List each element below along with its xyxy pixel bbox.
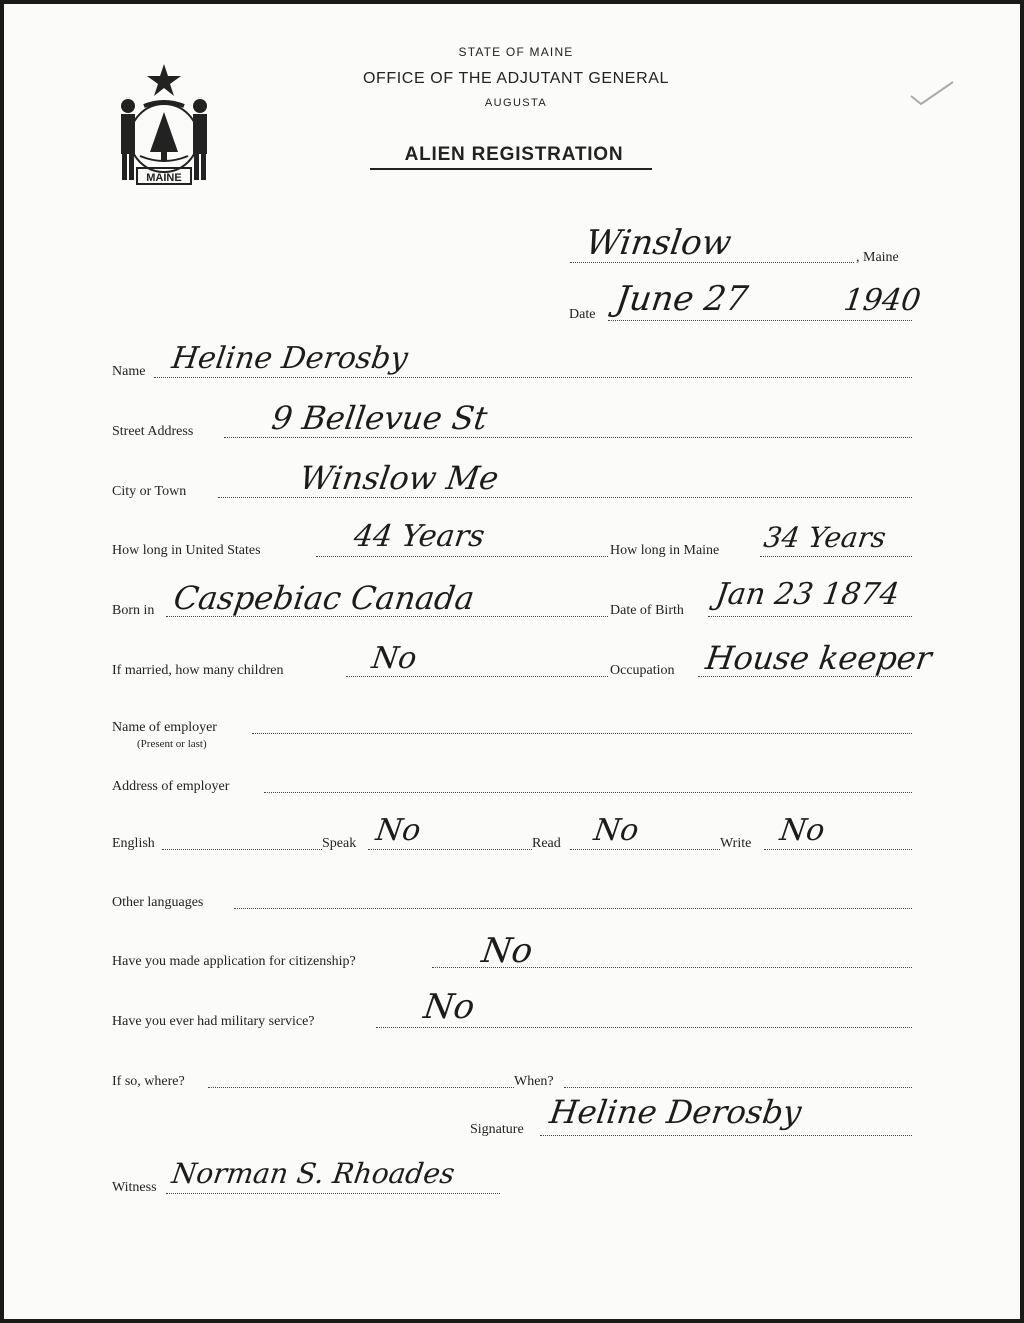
date-year-value: 1940: [841, 283, 923, 318]
english-line: [162, 849, 322, 850]
date-label: Date: [569, 307, 596, 322]
occupation-label: Occupation: [610, 663, 675, 678]
how-long-us-line: [316, 556, 608, 557]
how-long-me-label: How long in Maine: [610, 543, 720, 558]
read-line: [570, 849, 720, 850]
write-value: No: [777, 813, 827, 848]
when-line: [564, 1087, 912, 1088]
where-label: If so, where?: [112, 1074, 185, 1089]
how-long-me-line: [760, 556, 912, 557]
occupation-value: House keeper: [703, 639, 934, 677]
name-line: [154, 377, 912, 378]
military-value: No: [421, 987, 478, 1027]
military-label: Have you ever had military service?: [112, 1014, 315, 1029]
date-line: [608, 320, 912, 321]
other-languages-label: Other languages: [112, 895, 204, 910]
citizenship-label: Have you made application for citizenship?: [112, 954, 356, 969]
street-line: [224, 437, 912, 438]
write-line: [764, 849, 912, 850]
date-value: June 27: [613, 279, 751, 319]
name-value: Heline Derosby: [169, 341, 411, 376]
where-line: [208, 1087, 514, 1088]
employer-note: (Present or last): [137, 738, 207, 750]
employer-line: [252, 733, 912, 734]
military-line: [376, 1027, 912, 1028]
form-title: ALIEN REGISTRATION: [404, 144, 624, 165]
how-long-us-label: How long in United States: [112, 543, 261, 558]
how-long-us-value: 44 Years: [351, 519, 487, 554]
born-in-label: Born in: [112, 603, 155, 618]
witness-label: Witness: [112, 1180, 157, 1195]
header-state: STATE OF MAINE: [458, 45, 574, 59]
street-label: Street Address: [112, 424, 194, 439]
city-line: [218, 497, 912, 498]
english-label: English: [112, 836, 155, 851]
born-in-value: Caspebiac Canada: [171, 579, 477, 617]
signature-value: Heline Derosby: [547, 1093, 804, 1131]
employer-address-line: [264, 792, 912, 793]
children-value: No: [369, 641, 419, 676]
signature-label: Signature: [470, 1122, 524, 1137]
name-label: Name: [112, 364, 146, 379]
children-line: [346, 676, 608, 677]
speak-value: No: [373, 813, 423, 848]
employer-label: Name of employer: [112, 720, 217, 735]
city-value: Winslow Me: [297, 459, 502, 497]
header-city: AUGUSTA: [484, 97, 548, 109]
town-value: Winslow: [583, 223, 734, 263]
maine-label: , Maine: [856, 250, 899, 265]
write-label: Write: [720, 836, 752, 851]
employer-address-label: Address of employer: [112, 779, 230, 794]
signature-line: [540, 1135, 912, 1136]
street-value: 9 Bellevue St: [269, 399, 490, 437]
witness-line: [166, 1193, 500, 1194]
witness-value: Norman S. Rhoades: [169, 1157, 457, 1190]
how-long-me-value: 34 Years: [761, 521, 888, 554]
speak-label: Speak: [322, 836, 357, 851]
read-value: No: [591, 813, 641, 848]
header-office: OFFICE OF THE ADJUTANT GENERAL: [362, 70, 670, 87]
dob-label: Date of Birth: [610, 603, 684, 618]
children-label: If married, how many children: [112, 663, 284, 678]
other-languages-line: [234, 908, 912, 909]
speak-line: [368, 849, 532, 850]
when-label: When?: [514, 1074, 554, 1089]
city-label: City or Town: [112, 484, 187, 499]
dob-line: [708, 616, 912, 617]
citizenship-value: No: [479, 931, 536, 971]
registration-form: [4, 4, 1020, 1319]
dob-value: Jan 23 1874: [713, 577, 902, 612]
read-label: Read: [532, 836, 561, 851]
seal-text: MAINE: [146, 172, 182, 184]
title-underline: [370, 168, 652, 170]
